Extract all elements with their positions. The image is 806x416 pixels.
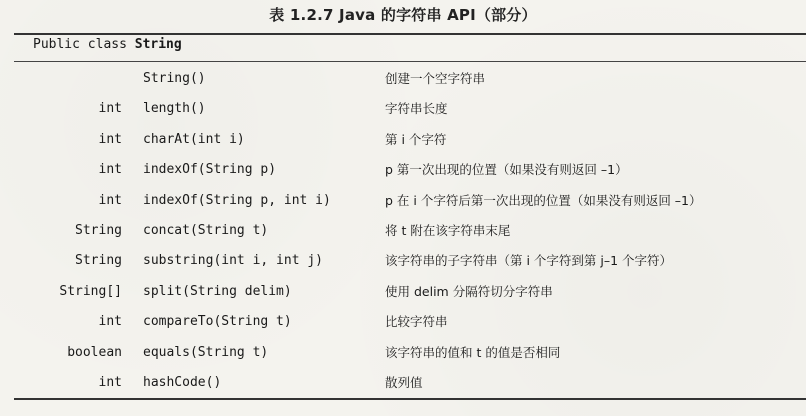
return-type: String: [75, 222, 122, 238]
method-description: 散列值: [385, 374, 423, 390]
return-type: String: [75, 253, 122, 269]
method-description: 字符串长度: [385, 101, 448, 117]
table-header-rule: [14, 61, 806, 62]
method-signature: length(): [143, 101, 206, 117]
table-row: [0, 307, 806, 337]
header-prefix: Public class: [33, 37, 135, 52]
table-caption: 表 1.2.7 Java 的字符串 API（部分）: [269, 6, 537, 24]
method-description: p 第一次出现的位置（如果没有则返回 –1）: [385, 162, 628, 178]
method-signature: String(): [143, 71, 206, 86]
method-description: 将 t 附在该字符串末尾: [385, 222, 511, 238]
table-bottom-rule: [14, 398, 806, 400]
table-header: [33, 37, 182, 52]
method-signature: concat(String t): [143, 222, 269, 238]
return-type: boolean: [67, 344, 122, 360]
table-row: [0, 277, 806, 307]
method-signature: indexOf(String p): [143, 162, 277, 178]
return-type: int: [98, 162, 122, 178]
table-row: [0, 125, 806, 155]
return-type: int: [98, 374, 122, 390]
method-signature: split(String delim): [143, 283, 292, 299]
table-row: [0, 94, 806, 124]
method-description: 第 i 个字符: [385, 131, 447, 147]
table-top-rule: [14, 33, 806, 35]
return-type: int: [98, 101, 122, 117]
method-signature: compareTo(String t): [143, 314, 292, 330]
api-table-body: [0, 64, 806, 398]
method-description: p 在 i 个字符后第一次出现的位置（如果没有则返回 –1）: [385, 192, 702, 208]
table-row: [0, 246, 806, 276]
method-description: 创建一个空字符串: [385, 71, 486, 86]
return-type: String[]: [59, 283, 122, 299]
method-signature: equals(String t): [143, 344, 269, 360]
table-row: [0, 155, 806, 185]
return-type: int: [98, 314, 122, 330]
method-signature: hashCode(): [143, 374, 222, 390]
table-row: [0, 186, 806, 216]
table-row: [0, 216, 806, 246]
table-row: [0, 368, 806, 398]
return-type: int: [98, 131, 122, 147]
method-description: 使用 delim 分隔符切分字符串: [385, 283, 553, 299]
method-description: 该字符串的子字符串（第 i 个字符到第 j–1 个字符）: [385, 253, 673, 269]
header-class-name: String: [134, 37, 182, 52]
method-signature: indexOf(String p, int i): [143, 192, 331, 208]
table-row: [0, 64, 806, 94]
method-description: 比较字符串: [385, 314, 448, 330]
method-description: 该字符串的值和 t 的值是否相同: [385, 344, 561, 360]
return-type: int: [98, 192, 122, 208]
table-row: [0, 338, 806, 368]
method-signature: substring(int i, int j): [143, 253, 324, 269]
method-signature: charAt(int i): [143, 131, 245, 147]
